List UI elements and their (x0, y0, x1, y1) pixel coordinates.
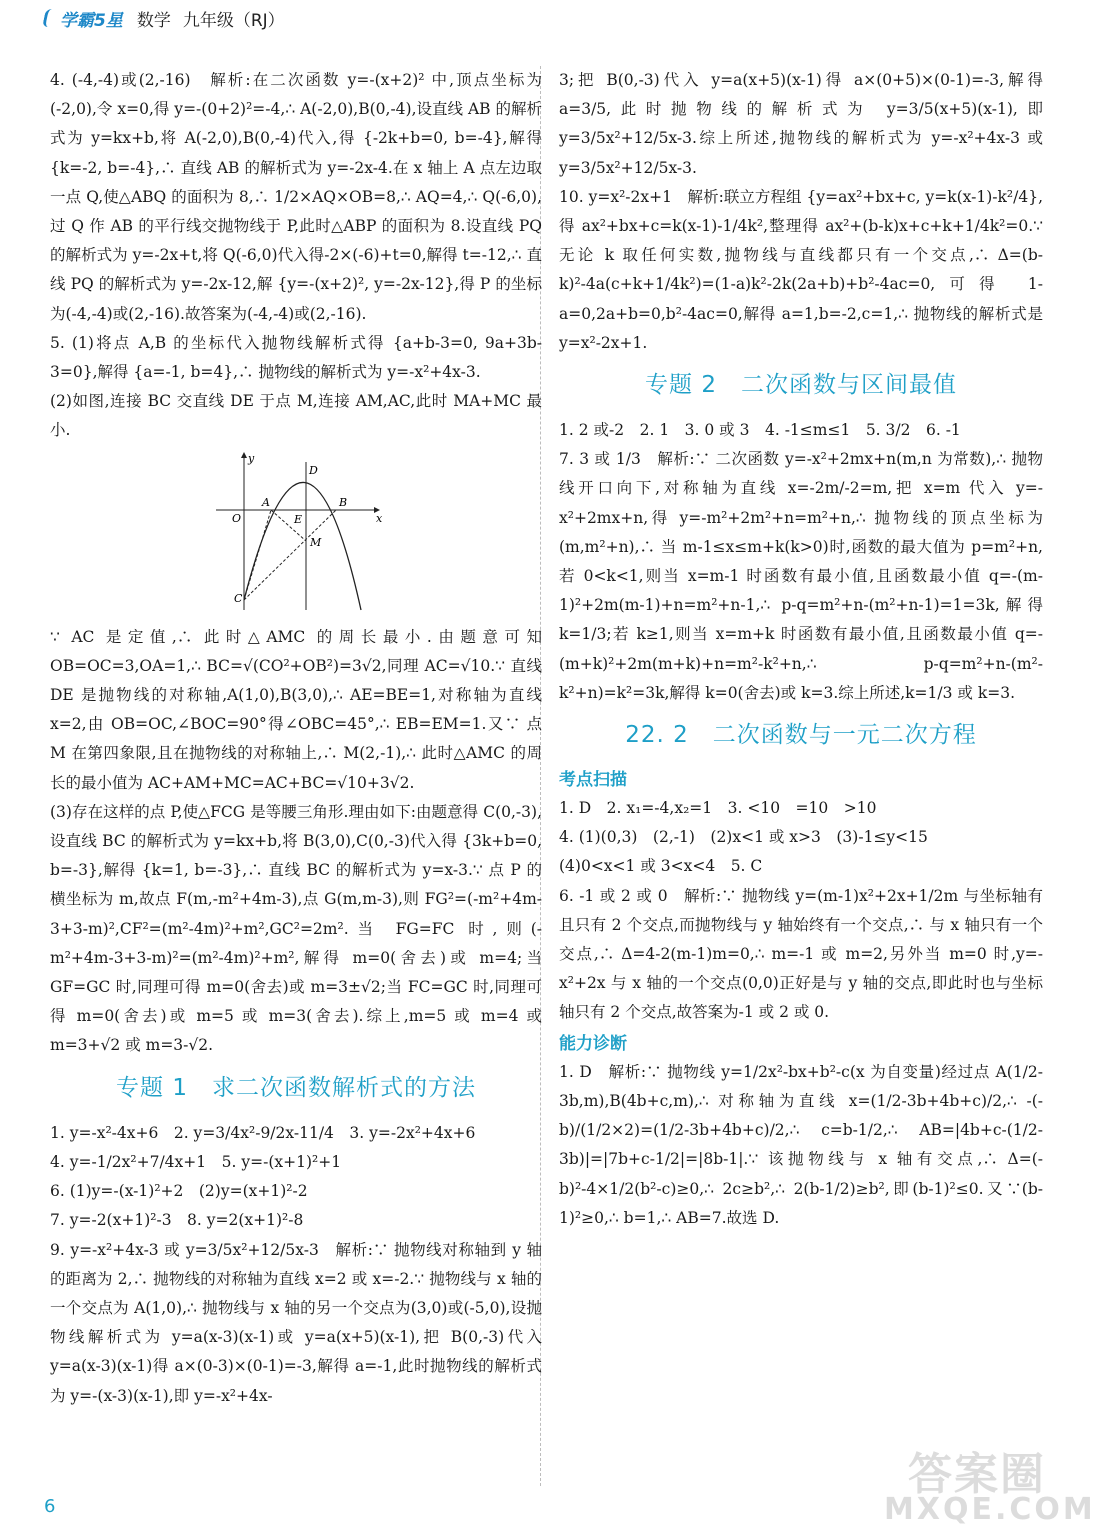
topic1-answer-9: 9. y=-x²+4x-3 或 y=3/5x²+12/5x-3 解析:∵ 抛物线对称轴到 y 轴的距离为 2,∴ 抛物线的对称轴为直线 x=2 或 x=-2.∵ 抛物线与 x 轴的一个交点为 A(1,0),∴ 抛物线与 x 轴的另一个交点为(3,0)或(-5,0),设抛物线解析式为 y=a(x-3)(x-1)或 y=a(x+5)(x-1),把 B(0,-3)代入 y=a(x-3)(x-1)得 a×(0-3)×(0-1)=-3,解得 a=-1,此时抛物线的解析式为 y=-(x-3)(x-1),即 y=-x²+4x- (50, 1240, 542, 1405)
kaodian-answer-1-3: 1. D 2. x₁=-4,x₂=1 3. <10 =10 >10 (559, 799, 877, 818)
label-C: C (234, 591, 243, 605)
grade-label: 九年级（RJ） (182, 10, 285, 31)
section-22-2-title: 22. 2 二次函数与一元二次方程 (625, 722, 977, 749)
nengli-title: 能力诊断 (559, 1033, 627, 1054)
brand-logo (44, 6, 123, 31)
topic2-answer-7: 7. 3 或 1/3 解析:∵ 二次函数 y=-x²+2mx+n(m,n 为常数),∴ 抛物线开口向下,对称轴为直线 x=-2m/-2=m,把 x=m 代入 y=-x²+2mx+n,得 y=-m²+2m²+n=m²+n,∴ 抛物线的顶点坐标为(m,m²+n),∴ 当 m-1≤x≤m+k(k>0)时,函数的最大值为 p=m²+n,若 0<k<1,则当 x=m-1 时函数有最小值,且函数最小值 q=-(m-1)²+2m(m-1)+n=m²+n-1,∴ p-q=m²+n-(m²+n-1)=1=3k,解得 k=1/3;若 k≥1,则当 x=m+k 时函数有最小值,且函数最小值 q=-(m+k)²+2m(m+k)+n=m²-k²+n,∴ p-q=m²+n-(m²-k²+n)=k²=3k,解得 k=0(舍去)或 k=3.综上所述,k=1/3 或 k=3. (559, 450, 1043, 702)
label-y: y (248, 451, 255, 465)
answer-5-part2: (2)如图,连接 BC 交直线 DE 于点 M,连接 AM,AC,此时 MA+MC 最小. (50, 392, 542, 440)
topic1-answer-6: 6. (1)y=-(x-1)²+2 (2)y=(x+1)²-2 (50, 1182, 308, 1201)
kaodian-answer-4-5: (4)0<x<1 或 3<x<4 5. C (559, 857, 763, 876)
page-number: 6 (44, 1496, 56, 1517)
label-B: B (339, 495, 348, 509)
topic2-title: 专题 2 二次函数与区间最值 (645, 372, 957, 399)
label-M: M (310, 535, 322, 549)
answer-4: 4. (-4,-4)或(2,-16) 解析:在二次函数 y=-(x+2)² 中,顶点坐标为(-2,0),令 x=0,得 y=-(0+2)²=-4,∴ A(-2,0),B(0,-4),设直线 AB 的解析式为 y=kx+b,将 A(-2,0),B(0,-4)代入,得 {-2k+b=0, b=-4},解得 {k=-2, b=-4},∴ 直线 AB 的解析式为 y=-2x-4.在 x 轴上 A 点左边取一点 Q,使△ABQ 的面积为 8,∴ 1/2×AQ×OB=8,∴ AQ=4,∴ Q(-6,0),过 Q 作 AB 的平行线交抛物线于 P,此时△ABP 的面积为 8.设直线 PQ 的解析式为 y=-2x+t,将 Q(-6,0)代入得-2×(-6)+t=0,解得 t=-12,∴ 直线 PQ 的解析式为 y=-2x-12,解 {y=-(x+2)², y=-2x-12},得 P 的坐标为(-4,-4)或(2,-16).故答案为(-4,-4)或(2,-16). (50, 71, 542, 323)
topic1-answer-1-3: 1. y=-x²-4x+6 2. y=3/4x²-9/2x-11/4 3. y=-2x²+4x+6 (50, 1123, 476, 1142)
watermark-logo: 答案圈 (908, 1449, 1046, 1500)
label-A: A (262, 495, 270, 509)
right-column (559, 66, 1043, 1233)
label-O: O (232, 511, 242, 525)
answer-5-part2-cont: ∵ AC 是定值,∴ 此时△AMC 的周长最小.由题意可知 OB=OC=3,OA=1,∴ BC=√(CO²+OB²)=3√2,同理 AC=√10.∵ 直线 DE 是抛物线的对称轴,A(1,0),B(3,0),∴ AE=BE=1,对称轴为直线 x=2,由 OB=OC,∠BOC=90°得∠OBC=45°,∴ EB=EM=1.又∵ 点 M 在第四象限,且在抛物线的对称轴上,∴ M(2,-1),∴ 此时△AMC 的周长的最小值为 AC+AM+MC=AC+BC=√10+3√2. (50, 627, 542, 792)
brand-logo-icon (42, 9, 59, 27)
label-x: x (376, 511, 383, 525)
answer-5-part3: (3)存在这样的点 P,使△FCG 是等腰三角形.理由如下:由题意得 C(0,-3),设直线 BC 的解析式为 y=kx+b,将 B(3,0),C(0,-3)代入得 {3k+b=0, b=-3},解得 {k=1, b=-3},∴ 直线 BC 的解析式为 y=x-3.∵ 点 P 的横坐标为 m,故点 F(m,-m²+4m-3),点 G(m,m-3),则 FG²=(-m²+4m-3+3-m)²,CF²=(m²-4m)²+m²,GC²=2m².当 FG=FC 时,则(-m²+4m-3+3-m)²=(m²-4m)²+m²,解得 m=0(舍去)或 m=4;当 GF=GC 时,同理可得 m=0(舍去)或 m=3±√2;当 FC=GC 时,同理可得 m=0(舍去)或 m=5 或 m=3(舍去).综上,m=5 或 m=4 或 m=3+√2 或 m=3-√2. (50, 802, 542, 1055)
parabola-figure (50, 450, 542, 615)
topic1-answer-9-cont: 3;把 B(0,-3)代入 y=a(x+5)(x-1)得 a×(0+5)×(0-1)=-3,解得 a=3/5,此时抛物线的解析式为 y=3/5(x+5)(x-1),即 y=3/5x²+12/5x-3.综上所述,抛物线的解析式为 y=-x²+4x-3 或 y=3/5x²+12/5x-3. (559, 71, 1043, 177)
kaodian-answer-6: 6. -1 或 2 或 0 解析:∵ 抛物线 y=(m-1)x²+2x+1/2m 与坐标轴有且只有 2 个交点,而抛物线与 y 轴始终有一个交点,∴ 与 x 轴只有一个交点,∴ Δ=4-2(m-1)m=0,∴ m=-1 或 m=2,另外当 m=0 时,y=-x²+2x 与 x 轴的一个交点(0,0)正好是与 y 轴的交点,即此时也与坐标轴只有 2 个交点,故答案为-1 或 2 或 0. (559, 886, 1043, 1022)
page-header (44, 4, 297, 32)
kaodian-title: 考点扫描 (559, 770, 627, 791)
left-column (50, 66, 542, 1411)
kaodian-answer-4: 4. (1)(0,3) (2,-1) (2)x<1 或 x>3 (3)-1≤y<15 (559, 828, 928, 847)
topic1-answer-4-5: 4. y=-1/2x²+7/4x+1 5. y=-(x+1)²+1 (50, 1152, 342, 1171)
topic2-answer-1-6: 1. 2 或-2 2. 1 3. 0 或 3 4. -1≤m≤1 5. 3/2 6. -1 (559, 421, 961, 440)
brand-name: 学霸5星 (60, 10, 123, 31)
parabola-diagram (206, 450, 386, 615)
label-D: D (309, 463, 318, 477)
watermark-url: MXQE.COM (884, 1492, 1096, 1527)
y-axis-arrow-icon (241, 452, 247, 458)
subject-label: 数学 (136, 10, 171, 31)
answer-5-part1: 5. (1)将点 A,B 的坐标代入抛物线解析式得 {a+b-3=0, 9a+3b-3=0},解得 {a=-1, b=4},∴ 抛物线的解析式为 y=-x²+4x-3. (50, 333, 542, 382)
label-E: E (294, 512, 303, 526)
nengli-answer-1: 1. D 解析:∵ 抛物线 y=1/2x²-bx+b²-c(x 为自变量)经过点 A(1/2-3b,m),B(4b+c,m),∴ 对称轴为直线 x=(1/2-3b+4b+c)/2,∴ -(-b)/(1/2×2)=(1/2-3b+4b+c)/2,∴ c=b-1/2,∴ AB=|4b+c-(1/2-3b)|=|7b+c-1/2|=|8b-1|.∵ 该抛物线与 x 轴有交点,∴ Δ=(-b)²-4×1/2(b²-c)≥0,∴ 2c≥b²,∴ 2(b-1/2)≥b²,即(b-1)²≤0.又∵(b-1)²≥0,∴ b=1,∴ AB=7.故选 D. (559, 1062, 1043, 1227)
topic1-title: 专题 1 求二次函数解析式的方法 (116, 1074, 476, 1101)
topic1-answer-10: 10. y=x²-2x+1 解析:联立方程组 {y=ax²+bx+c, y=k(x-1)-k²/4},得 ax²+bx+c=k(x-1)-1/4k²,整理得 ax²+(b-k)x+c+k+1/4k²=0.∵ 无论 k 取任何实数,抛物线与直线都只有一个交点,∴ Δ=(b-k)²-4a(c+k+1/4k²)=(1-a)k²-2k(2a+b)+b²-4ac=0,可得 1-a=0,2a+b=0,b²-4ac=0,解得 a=1,b=-2,c=1,∴ 抛物线的解析式是 y=x²-2x+1. (559, 187, 1043, 352)
topic1-answer-7-8: 7. y=-2(x+1)²-3 8. y=2(x+1)²-8 (50, 1211, 304, 1230)
watermark (878, 1442, 1096, 1530)
